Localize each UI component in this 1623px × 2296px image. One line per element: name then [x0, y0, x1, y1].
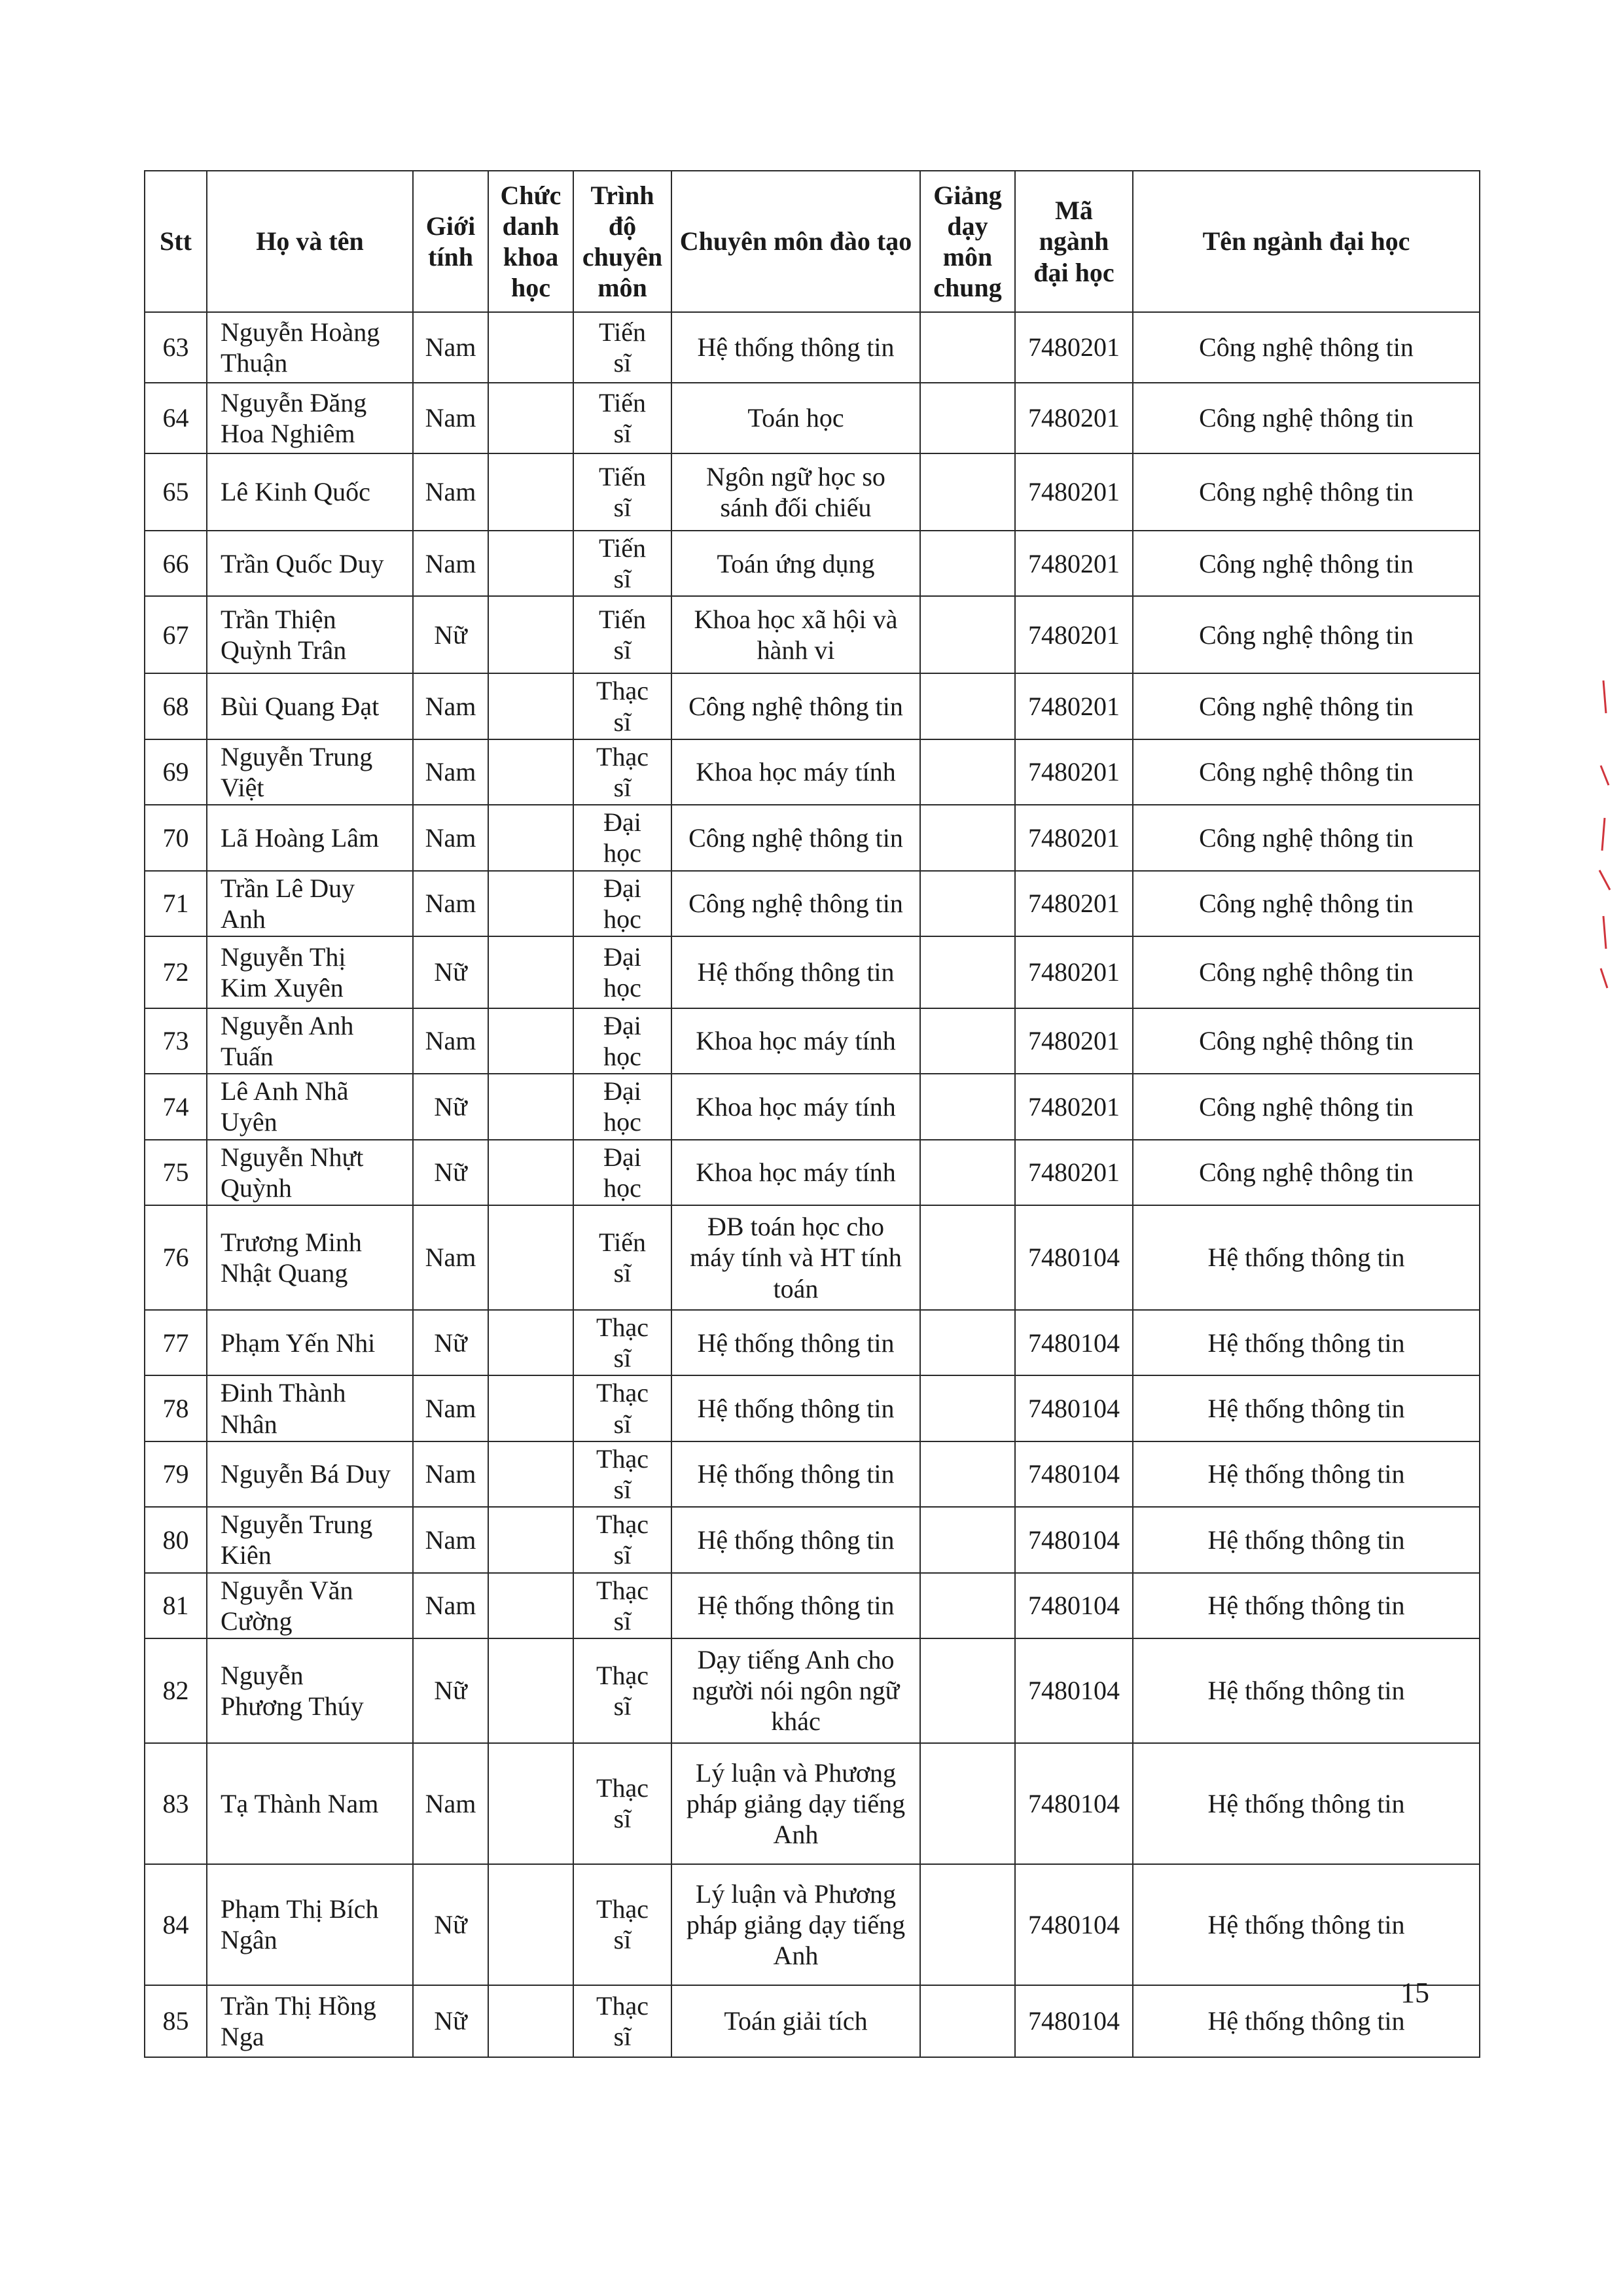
cell-specialty-text: Hệ thống thông tin: [697, 1328, 895, 1358]
table-row: [145, 453, 1480, 531]
cell-specialty-text: Toán ứng dụng: [717, 548, 875, 578]
cell-code: 7480104: [1015, 1310, 1133, 1375]
cell-title: [488, 673, 573, 739]
cell-specialty-text: Hệ thống thông tin: [697, 957, 895, 987]
cell-title: [488, 1441, 573, 1507]
header-level: Trình độ chuyên môn: [573, 171, 671, 312]
cell-specialty: [671, 673, 920, 739]
cell-title: [488, 1074, 573, 1139]
table-row: [145, 1375, 1480, 1441]
cell-title: [488, 312, 573, 383]
cell-stt: 65: [145, 453, 207, 531]
cell-name: [207, 1441, 413, 1507]
cell-title: [488, 1205, 573, 1310]
cell-specialty-text: Lý luận và Phương pháp giảng dạy tiếng Anh: [686, 1879, 906, 1970]
cell-common: [920, 1375, 1015, 1441]
cell-major: Công nghệ thông tin: [1133, 1074, 1480, 1139]
cell-common: [920, 1140, 1015, 1205]
cell-specialty: [671, 383, 920, 453]
cell-major: Hệ thống thông tin: [1133, 1638, 1480, 1743]
cell-stt: 63: [145, 312, 207, 383]
cell-common: [920, 1310, 1015, 1375]
cell-major: Hệ thống thông tin: [1133, 1573, 1480, 1638]
table-header: [145, 171, 1480, 312]
cell-name-text: Nguyễn Đăng Hoa Nghiêm: [221, 387, 367, 448]
cell-name: [207, 1864, 413, 1985]
cell-gender: Nam: [413, 739, 488, 805]
cell-code: 7480201: [1015, 312, 1133, 383]
cell-name: [207, 1140, 413, 1205]
cell-name-text: Nguyễn Hoàng Thuận: [221, 317, 380, 378]
cell-specialty-text: Toán học: [747, 403, 844, 433]
cell-stt: 80: [145, 1507, 207, 1572]
header-title: Chức danh khoa học: [488, 171, 573, 312]
cell-name-text: Trần Lê Duy Anh: [221, 873, 355, 934]
cell-name: [207, 1743, 413, 1864]
cell-name-text: Trương Minh Nhật Quang: [221, 1227, 362, 1288]
cell-specialty-text: Khoa học máy tính: [696, 757, 896, 787]
cell-specialty: [671, 1507, 920, 1572]
cell-common: [920, 1441, 1015, 1507]
cell-stt: 84: [145, 1864, 207, 1985]
cell-major: Công nghệ thông tin: [1133, 531, 1480, 596]
cell-name-text: Bùi Quang Đạt: [221, 691, 380, 721]
cell-name: [207, 673, 413, 739]
cell-stt: 66: [145, 531, 207, 596]
cell-level: Tiến sĩ: [573, 312, 671, 383]
cell-title: [488, 1310, 573, 1375]
cell-name: [207, 383, 413, 453]
table-row: [145, 383, 1480, 453]
cell-gender: Nam: [413, 1441, 488, 1507]
cell-specialty: [671, 531, 920, 596]
stamp-edge-marks: [1597, 654, 1616, 995]
cell-common: [920, 383, 1015, 453]
cell-specialty-text: Hệ thống thông tin: [697, 1459, 895, 1489]
cell-level: Thạc sĩ: [573, 673, 671, 739]
cell-name-text: Lê Kinh Quốc: [221, 477, 370, 507]
cell-code: 7480201: [1015, 805, 1133, 870]
cell-gender: Nam: [413, 1507, 488, 1572]
cell-specialty: [671, 1573, 920, 1638]
cell-major: Công nghệ thông tin: [1133, 1140, 1480, 1205]
cell-title: [488, 805, 573, 870]
cell-code: 7480201: [1015, 1008, 1133, 1074]
cell-code: 7480104: [1015, 1205, 1133, 1310]
cell-major: Công nghệ thông tin: [1133, 383, 1480, 453]
cell-title: [488, 1507, 573, 1572]
cell-title: [488, 739, 573, 805]
cell-gender: Nam: [413, 453, 488, 531]
cell-name-text: Trần Quốc Duy: [221, 548, 384, 578]
cell-stt: 72: [145, 936, 207, 1008]
cell-level: Thạc sĩ: [573, 1638, 671, 1743]
cell-name: [207, 1507, 413, 1572]
cell-gender: Nam: [413, 1375, 488, 1441]
cell-name: [207, 1205, 413, 1310]
cell-name-text: Lã Hoàng Lâm: [221, 822, 380, 853]
cell-name: [207, 1310, 413, 1375]
cell-stt: 81: [145, 1573, 207, 1638]
table-row: [145, 1985, 1480, 2057]
table-row: [145, 1441, 1480, 1507]
cell-title: [488, 1008, 573, 1074]
cell-title: [488, 596, 573, 673]
cell-level: Đại học: [573, 1074, 671, 1139]
cell-code: 7480104: [1015, 1864, 1133, 1985]
cell-major: Hệ thống thông tin: [1133, 1864, 1480, 1985]
cell-major: Hệ thống thông tin: [1133, 1441, 1480, 1507]
cell-major: Công nghệ thông tin: [1133, 805, 1480, 870]
cell-gender: Nam: [413, 1743, 488, 1864]
cell-common: [920, 871, 1015, 936]
cell-specialty-text: Khoa học máy tính: [696, 1091, 896, 1122]
cell-stt: 71: [145, 871, 207, 936]
cell-name: [207, 871, 413, 936]
cell-stt: 74: [145, 1074, 207, 1139]
cell-stt: 85: [145, 1985, 207, 2057]
cell-name: [207, 596, 413, 673]
cell-gender: Nam: [413, 1008, 488, 1074]
cell-title: [488, 1985, 573, 2057]
cell-specialty: [671, 453, 920, 531]
cell-specialty: [671, 739, 920, 805]
cell-gender: Nam: [413, 673, 488, 739]
cell-name-text: Nguyễn Trung Việt: [221, 741, 373, 802]
cell-common: [920, 596, 1015, 673]
cell-name-text: Lê Anh Nhã Uyên: [221, 1076, 349, 1137]
cell-gender: Nữ: [413, 936, 488, 1008]
table-row: [145, 1743, 1480, 1864]
cell-specialty-text: Hệ thống thông tin: [697, 1393, 895, 1423]
cell-title: [488, 531, 573, 596]
cell-level: Thạc sĩ: [573, 1864, 671, 1985]
cell-code: 7480201: [1015, 383, 1133, 453]
cell-title: [488, 1864, 573, 1985]
cell-major: Hệ thống thông tin: [1133, 1310, 1480, 1375]
cell-common: [920, 673, 1015, 739]
cell-name: [207, 1375, 413, 1441]
table-row: [145, 312, 1480, 383]
cell-specialty: [671, 936, 920, 1008]
cell-level: Đại học: [573, 936, 671, 1008]
cell-stt: 77: [145, 1310, 207, 1375]
table-row: [145, 1140, 1480, 1205]
cell-gender: Nam: [413, 805, 488, 870]
cell-specialty: [671, 312, 920, 383]
cell-level: Đại học: [573, 871, 671, 936]
table-row: [145, 596, 1480, 673]
header-row: [145, 171, 1480, 312]
cell-common: [920, 1008, 1015, 1074]
cell-name: [207, 1573, 413, 1638]
cell-code: 7480201: [1015, 596, 1133, 673]
cell-gender: Nữ: [413, 1638, 488, 1743]
cell-level: Tiến sĩ: [573, 531, 671, 596]
cell-name-text: Nguyễn Thị Kim Xuyên: [221, 942, 346, 1002]
cell-name: [207, 531, 413, 596]
cell-gender: Nam: [413, 871, 488, 936]
cell-name: [207, 1638, 413, 1743]
cell-code: 7480201: [1015, 673, 1133, 739]
cell-major: Công nghệ thông tin: [1133, 312, 1480, 383]
cell-stt: 67: [145, 596, 207, 673]
cell-name-text: Tạ Thành Nam: [221, 1788, 379, 1818]
cell-level: Thạc sĩ: [573, 1743, 671, 1864]
cell-specialty-text: Ngôn ngữ học so sánh đối chiếu: [706, 461, 885, 522]
cell-specialty-text: Hệ thống thông tin: [697, 1525, 895, 1555]
cell-gender: Nam: [413, 1205, 488, 1310]
cell-level: Tiến sĩ: [573, 383, 671, 453]
cell-name-text: Nguyễn Văn Cường: [221, 1575, 353, 1636]
cell-major: Hệ thống thông tin: [1133, 1507, 1480, 1572]
cell-name: [207, 1008, 413, 1074]
cell-stt: 70: [145, 805, 207, 870]
cell-name: [207, 936, 413, 1008]
cell-name-text: Trần Thiện Quỳnh Trân: [221, 605, 347, 665]
table-row: [145, 673, 1480, 739]
table-row: [145, 1008, 1480, 1074]
cell-gender: Nữ: [413, 596, 488, 673]
cell-name: [207, 1985, 413, 2057]
cell-code: 7480104: [1015, 1441, 1133, 1507]
table-row: [145, 936, 1480, 1008]
cell-title: [488, 1638, 573, 1743]
cell-gender: Nam: [413, 383, 488, 453]
cell-common: [920, 1864, 1015, 1985]
cell-common: [920, 312, 1015, 383]
cell-specialty: [671, 1205, 920, 1310]
cell-major: Công nghệ thông tin: [1133, 596, 1480, 673]
header-gender: Giới tính: [413, 171, 488, 312]
table-row: [145, 1310, 1480, 1375]
cell-gender: Nữ: [413, 1140, 488, 1205]
cell-common: [920, 1573, 1015, 1638]
cell-level: Thạc sĩ: [573, 1507, 671, 1572]
header-major: Tên ngành đại học: [1133, 171, 1480, 312]
cell-specialty: [671, 1140, 920, 1205]
cell-major: Công nghệ thông tin: [1133, 673, 1480, 739]
cell-stt: 64: [145, 383, 207, 453]
cell-name: [207, 453, 413, 531]
cell-level: Thạc sĩ: [573, 1375, 671, 1441]
cell-specialty-text: Hệ thống thông tin: [697, 1591, 895, 1621]
cell-name: [207, 1074, 413, 1139]
cell-title: [488, 1140, 573, 1205]
cell-level: Thạc sĩ: [573, 1441, 671, 1507]
cell-specialty: [671, 1638, 920, 1743]
cell-specialty: [671, 1864, 920, 1985]
cell-gender: Nữ: [413, 1074, 488, 1139]
cell-title: [488, 1375, 573, 1441]
cell-major: Hệ thống thông tin: [1133, 1743, 1480, 1864]
cell-name-text: Phạm Thị Bích Ngân: [221, 1894, 379, 1955]
table-row: [145, 1074, 1480, 1139]
cell-code: 7480201: [1015, 531, 1133, 596]
cell-name-text: Nguyễn Anh Tuấn: [221, 1010, 354, 1072]
table-body: [145, 312, 1480, 2057]
cell-title: [488, 1743, 573, 1864]
cell-stt: 83: [145, 1743, 207, 1864]
cell-common: [920, 1638, 1015, 1743]
cell-gender: Nữ: [413, 1864, 488, 1985]
cell-specialty-text: Hệ thống thông tin: [697, 332, 895, 362]
cell-specialty-text: Dạy tiếng Anh cho người nói ngôn ngữ khác: [692, 1645, 900, 1737]
cell-major: Công nghệ thông tin: [1133, 936, 1480, 1008]
cell-name-text: Nguyễn Phương Thúy: [221, 1660, 364, 1721]
cell-specialty: [671, 1074, 920, 1139]
cell-specialty: [671, 1441, 920, 1507]
cell-name-text: Nguyễn Trung Kiên: [221, 1510, 373, 1570]
cell-gender: Nữ: [413, 1985, 488, 2057]
cell-gender: Nam: [413, 531, 488, 596]
cell-code: 7480104: [1015, 1743, 1133, 1864]
cell-level: Thạc sĩ: [573, 1573, 671, 1638]
cell-common: [920, 1074, 1015, 1139]
cell-specialty: [671, 1985, 920, 2057]
cell-specialty: [671, 1743, 920, 1864]
cell-specialty-text: Khoa học xã hội và hành vi: [694, 605, 898, 665]
cell-gender: Nữ: [413, 1310, 488, 1375]
cell-major: Công nghệ thông tin: [1133, 453, 1480, 531]
cell-specialty: [671, 596, 920, 673]
cell-stt: 73: [145, 1008, 207, 1074]
cell-common: [920, 531, 1015, 596]
cell-level: Tiến sĩ: [573, 453, 671, 531]
table-row: [145, 531, 1480, 596]
table-row: [145, 871, 1480, 936]
table-row: [145, 1507, 1480, 1572]
cell-stt: 68: [145, 673, 207, 739]
cell-specialty-text: Lý luận và Phương pháp giảng dạy tiếng Anh: [686, 1757, 906, 1849]
cell-title: [488, 936, 573, 1008]
cell-stt: 76: [145, 1205, 207, 1310]
header-stt: Stt: [145, 171, 207, 312]
cell-stt: 78: [145, 1375, 207, 1441]
cell-code: 7480104: [1015, 1638, 1133, 1743]
cell-specialty-text: Công nghệ thông tin: [688, 691, 903, 721]
cell-specialty-text: Công nghệ thông tin: [688, 822, 903, 853]
cell-specialty: [671, 871, 920, 936]
cell-major: Công nghệ thông tin: [1133, 871, 1480, 936]
cell-name-text: Nguyễn Bá Duy: [221, 1459, 391, 1489]
page-number: 15: [1400, 1977, 1429, 2009]
cell-gender: Nam: [413, 312, 488, 383]
cell-specialty-text: Công nghệ thông tin: [688, 889, 903, 919]
cell-specialty: [671, 1310, 920, 1375]
cell-specialty: [671, 1008, 920, 1074]
cell-code: 7480104: [1015, 1507, 1133, 1572]
cell-common: [920, 1205, 1015, 1310]
cell-specialty-text: Toán giải tích: [724, 2006, 868, 2036]
cell-major: Hệ thống thông tin: [1133, 1375, 1480, 1441]
cell-code: 7480201: [1015, 936, 1133, 1008]
cell-specialty-text: Khoa học máy tính: [696, 1157, 896, 1188]
cell-level: Đại học: [573, 805, 671, 870]
cell-level: Thạc sĩ: [573, 739, 671, 805]
cell-stt: 69: [145, 739, 207, 805]
cell-major: Hệ thống thông tin: [1133, 1205, 1480, 1310]
cell-level: Thạc sĩ: [573, 1985, 671, 2057]
cell-specialty: [671, 1375, 920, 1441]
cell-code: 7480201: [1015, 871, 1133, 936]
cell-level: Tiến sĩ: [573, 596, 671, 673]
cell-title: [488, 871, 573, 936]
cell-stt: 79: [145, 1441, 207, 1507]
cell-title: [488, 453, 573, 531]
cell-name: [207, 739, 413, 805]
cell-common: [920, 453, 1015, 531]
cell-level: Thạc sĩ: [573, 1310, 671, 1375]
cell-stt: 75: [145, 1140, 207, 1205]
cell-major: Hệ thống thông tin: [1133, 1985, 1480, 2057]
cell-code: 7480104: [1015, 1573, 1133, 1638]
cell-major: Công nghệ thông tin: [1133, 1008, 1480, 1074]
cell-name-text: Trần Thị Hồng Nga: [221, 1990, 376, 2051]
cell-code: 7480201: [1015, 453, 1133, 531]
cell-major: Công nghệ thông tin: [1133, 739, 1480, 805]
cell-name-text: Đinh Thành Nhân: [221, 1378, 346, 1439]
header-common: Giảng dạy môn chung: [920, 171, 1015, 312]
table-row: [145, 1205, 1480, 1310]
cell-name: [207, 805, 413, 870]
cell-title: [488, 383, 573, 453]
cell-level: Tiến sĩ: [573, 1205, 671, 1310]
cell-code: 7480201: [1015, 739, 1133, 805]
cell-common: [920, 1985, 1015, 2057]
cell-code: 7480104: [1015, 1375, 1133, 1441]
cell-title: [488, 1573, 573, 1638]
table-row: [145, 739, 1480, 805]
table-row: [145, 1864, 1480, 1985]
table-row: [145, 1638, 1480, 1743]
cell-common: [920, 805, 1015, 870]
header-specialty: Chuyên môn đào tạo: [671, 171, 920, 312]
cell-specialty-text: ĐB toán học cho máy tính và HT tính toán: [690, 1212, 902, 1303]
cell-code: 7480201: [1015, 1140, 1133, 1205]
cell-name-text: Nguyễn Nhựt Quỳnh: [221, 1142, 364, 1203]
header-code: Mã ngành đại học: [1015, 171, 1133, 312]
cell-common: [920, 1507, 1015, 1572]
cell-common: [920, 1743, 1015, 1864]
header-name: Họ và tên: [207, 171, 413, 312]
cell-gender: Nam: [413, 1573, 488, 1638]
cell-level: Đại học: [573, 1008, 671, 1074]
cell-name: [207, 312, 413, 383]
cell-specialty-text: Khoa học máy tính: [696, 1026, 896, 1056]
cell-specialty: [671, 805, 920, 870]
cell-name-text: Phạm Yến Nhi: [221, 1328, 376, 1358]
cell-common: [920, 739, 1015, 805]
table-row: [145, 805, 1480, 870]
cell-common: [920, 936, 1015, 1008]
cell-stt: 82: [145, 1638, 207, 1743]
cell-level: Đại học: [573, 1140, 671, 1205]
staff-table: [144, 170, 1480, 2058]
cell-code: 7480201: [1015, 1074, 1133, 1139]
cell-code: 7480104: [1015, 1985, 1133, 2057]
table-row: [145, 1573, 1480, 1638]
